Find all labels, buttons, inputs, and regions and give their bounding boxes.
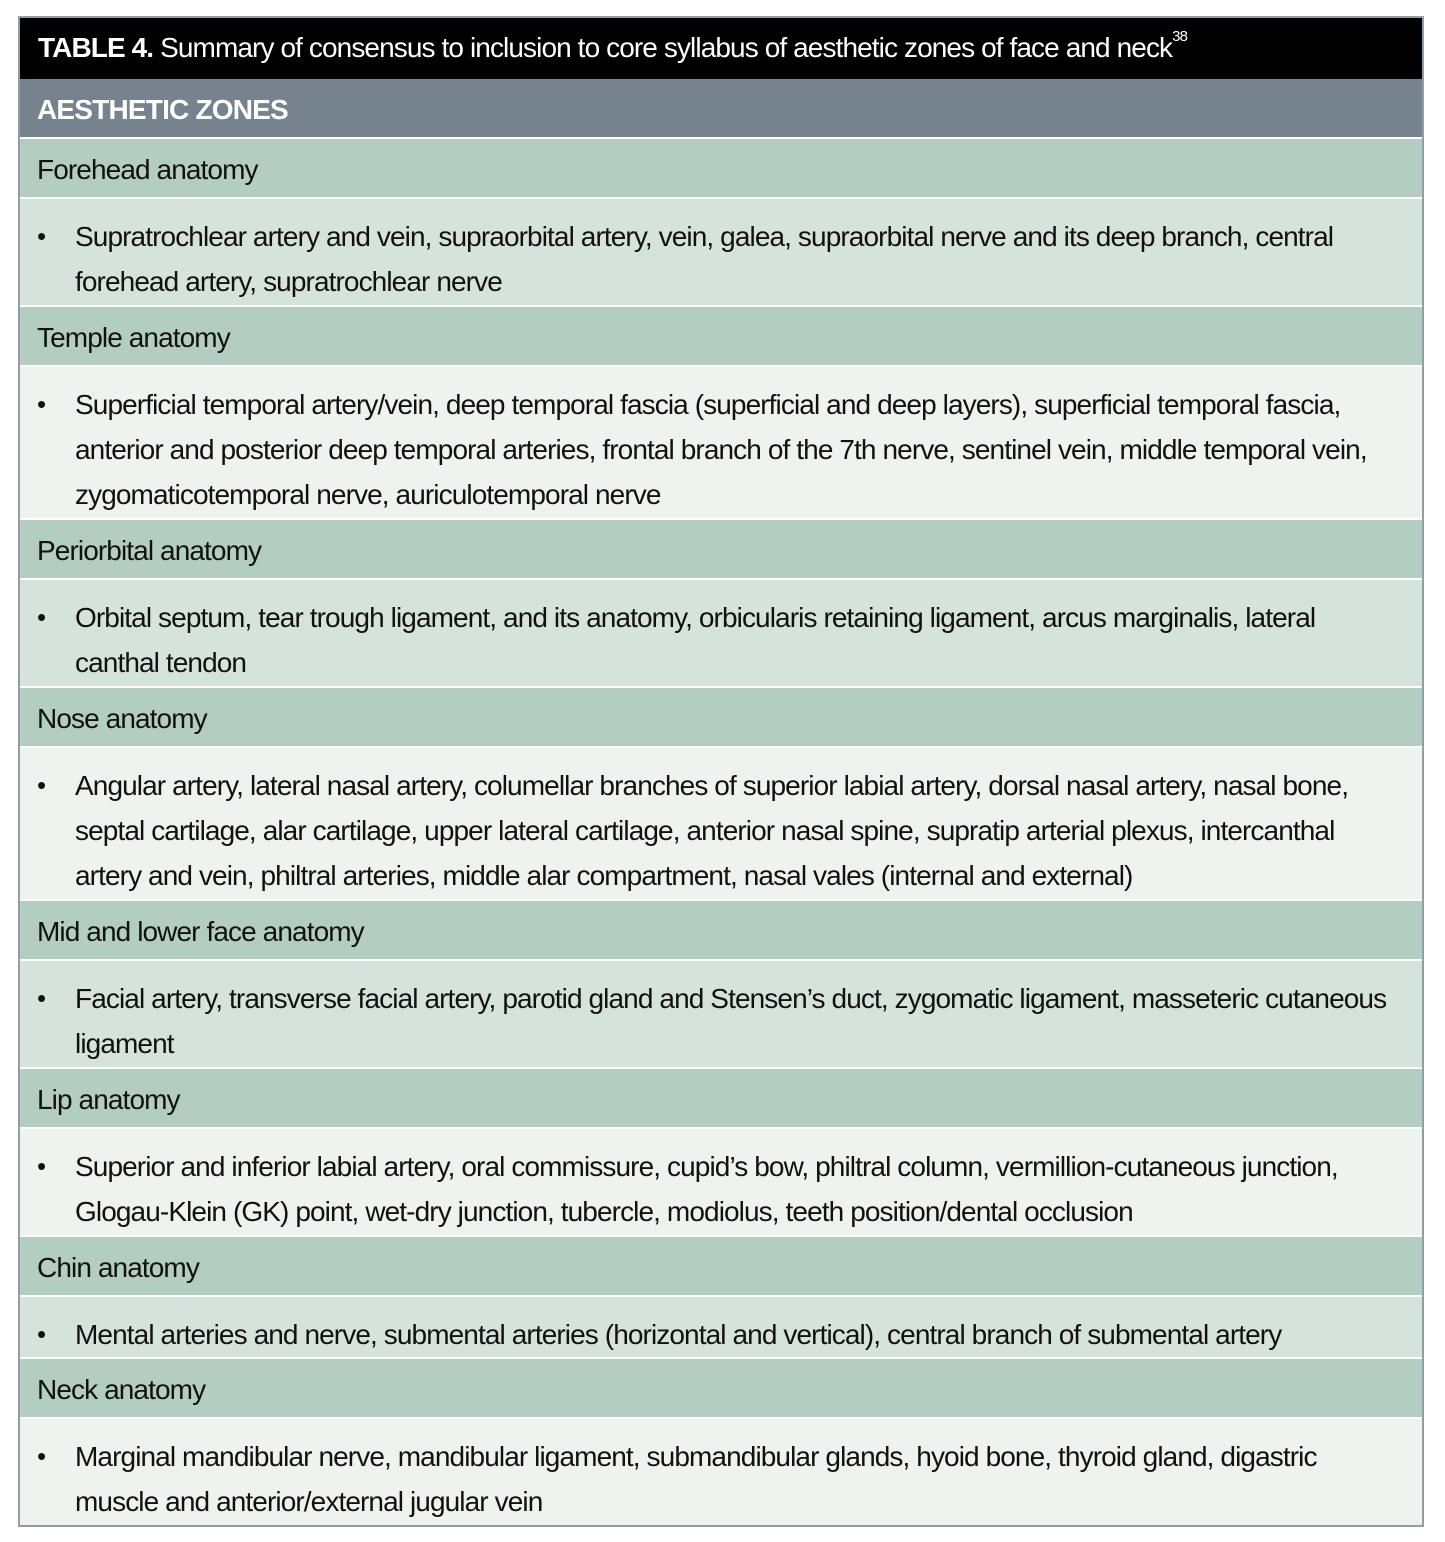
zone-body-periorbital [20,580,1422,688]
zone-body-forehead [20,199,1422,307]
zone-heading-mid-lower-face: Mid and lower face anatomy [20,901,1422,961]
table-number: TABLE 4. [38,32,154,63]
zone-body-lip [20,1129,1422,1237]
zone-body-chin [20,1297,1422,1359]
zone-structures: Orbital septum, tear trough ligament, and its anatomy, orbicularis retaining ligament, arcus marginalis, lateral canthal tendon [75,602,1316,678]
zone-structures: Superior and inferior labial artery, oral commissure, cupid’s bow, philtral column, vermillion-cutaneous junction, Glogau-Klein (GK) point, wet-dry junction, tubercle, modiolus, teeth position/dental occlusion [75,1151,1338,1227]
zone-structures: Angular artery, lateral nasal artery, columellar branches of superior labial artery, dorsal nasal artery, nasal bone, septal cartilage, alar cartilage, upper lateral cartilage, anterior nasal spine, supratip arterial plexus, intercanthal artery and vein, philtral arteries, middle alar compartment, nasal vales (internal and external) [75,770,1349,891]
bullet: • [37,602,46,632]
bullet: • [37,1151,46,1181]
zone-heading-lip: Lip anatomy [20,1069,1422,1129]
bullet: • [37,221,46,251]
zone-structures: Mental arteries and nerve, submental arteries (horizontal and vertical), central branch of submental artery [75,1319,1282,1350]
zone-heading-periorbital: Periorbital anatomy [20,520,1422,580]
zone-body-mid-lower-face [20,961,1422,1069]
zone-heading-forehead: Forehead anatomy [20,139,1422,199]
reference-superscript: 38 [1172,28,1188,45]
column-header: AESTHETIC ZONES [20,79,1422,139]
zone-heading-nose: Nose anatomy [20,688,1422,748]
zone-body-nose [20,748,1422,901]
aesthetic-zones-table [18,16,1424,1527]
bullet: • [37,1319,46,1349]
bullet: • [37,770,46,800]
table-title [20,18,1422,79]
zone-structures: Facial artery, transverse facial artery, parotid gland and Stensen’s duct, zygomatic ligament, masseteric cutaneous ligament [75,983,1387,1059]
bullet: • [37,1441,46,1471]
zone-heading-chin: Chin anatomy [20,1237,1422,1297]
zone-structures: Superficial temporal artery/vein, deep temporal fascia (superficial and deep layers), superficial temporal fascia, anterior and posterior deep temporal arteries, frontal branch of the 7th nerve, sentinel vein, middle temporal vein, zygomaticotemporal nerve, auriculotemporal nerve [75,389,1367,510]
zone-heading-temple: Temple anatomy [20,307,1422,367]
zone-body-neck [20,1419,1422,1525]
zone-structures: Supratrochlear artery and vein, supraorbital artery, vein, galea, supraorbital nerve and its deep branch, central forehead artery, supratrochlear nerve [75,221,1334,297]
bullet: • [37,983,46,1013]
table-caption: Summary of consensus to inclusion to core syllabus of aesthetic zones of face and neck [160,32,1173,63]
zone-heading-neck: Neck anatomy [20,1359,1422,1419]
zone-structures: Marginal mandibular nerve, mandibular ligament, submandibular glands, hyoid bone, thyroid gland, digastric muscle and anterior/external jugular vein [75,1441,1317,1517]
bullet: • [37,389,46,419]
zone-body-temple [20,367,1422,520]
